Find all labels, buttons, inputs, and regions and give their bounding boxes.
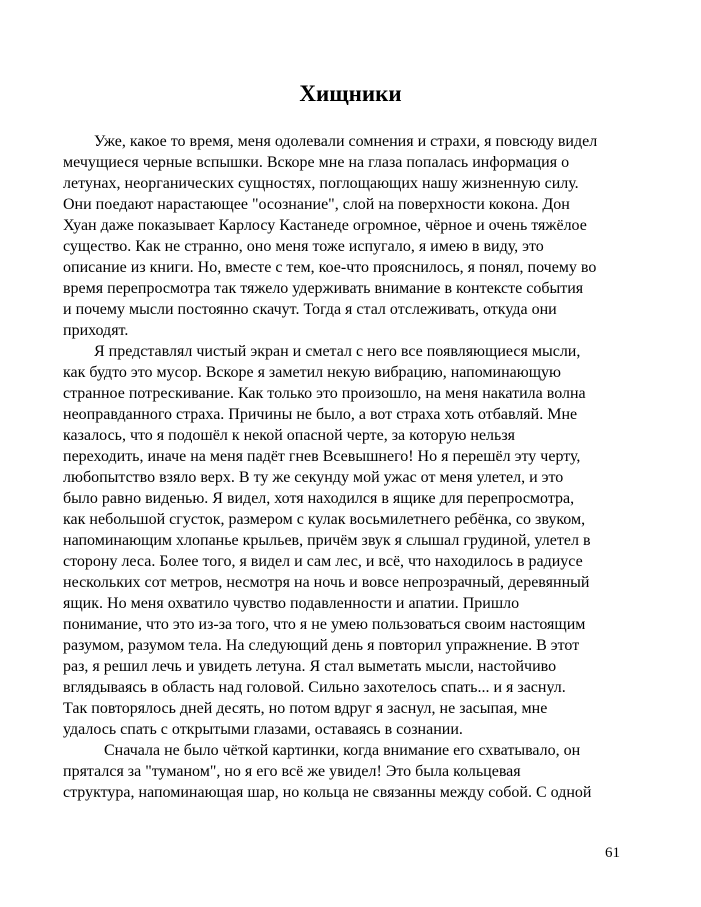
paragraph — [63, 740, 638, 803]
text-line: переходить, иначе на меня падёт гнев Всевышнего! Но я перешёл эту черту, — [63, 448, 581, 465]
text-line: как небольшой сгусток, размером с кулак восьмилетнего ребёнка, со звуком, — [63, 511, 586, 528]
text-line: странное потрескивание. Как только это произошло, на меня накатила волна — [63, 385, 586, 402]
text-line: было равно виденью. Я видел, хотя находился в ящике для перепросмотра, — [63, 490, 575, 507]
text-line: время перепросмотра так тяжело удерживать внимание в контексте события — [63, 280, 584, 297]
text-line: удалось спать с открытыми глазами, оставаясь в сознании. — [63, 721, 463, 738]
text-line: напоминающим хлопанье крыльев, причём звук я слышал грудиной, улетел в — [63, 532, 591, 549]
text-line: как будто это мусор. Вскоре я заметил некую вибрацию, напоминающую — [63, 364, 561, 381]
page-title: Хищники — [299, 81, 402, 106]
text-line: Так повторялось дней десять, но потом вдруг я заснул, не засыпая, мне — [63, 700, 548, 717]
paragraph — [63, 131, 638, 341]
text-line: разумом, разумом тела. На следующий день я повторил упражнение. В этот — [63, 637, 580, 654]
text-line: описание из книги. Но, вместе с тем, кое-что прояснилось, я понял, почему во — [63, 259, 597, 276]
text-line: ящик. Но меня охватило чувство подавленности и апатии. Пришло — [63, 595, 520, 612]
text-line: мечущиеся черные вспышки. Вскоре мне на глаза попалась информация о — [63, 154, 570, 171]
text-line: структура, напоминающая шар, но кольца не связанны между собой. С одной — [63, 784, 592, 801]
text-line: Они поедают нарастающее "осознание", слой на поверхности кокона. Дон — [63, 196, 570, 213]
text-line: понимание, что это из-за того, что я не умею пользоваться своим настоящим — [63, 616, 586, 633]
text-line: Хуан даже показывает Карлосу Кастанеде огромное, чёрное и очень тяжёлое — [63, 217, 587, 234]
text-line: Сначала не было чёткой картинки, когда внимание его схватывало, он — [104, 742, 581, 759]
text-line: сторону леса. Более того, я видел и сам лес, и всё, что находилось в радиусе — [63, 553, 583, 570]
text-line: и почему мысли постоянно скачут. Тогда я стал отслеживать, откуда они — [63, 301, 557, 318]
text-line: летунах, неорганических сущностях, поглощающих нашу жизненную силу. — [63, 175, 579, 192]
text-line: раз, я решил лечь и увидеть летуна. Я стал выметать мысли, настойчиво — [63, 658, 557, 675]
text-line: приходят. — [63, 322, 129, 339]
text-line: казалось, что я подошёл к некой опасной черте, за которую нельзя — [63, 427, 516, 444]
document-body — [63, 131, 638, 803]
text-line: существо. Как не странно, оно меня тоже испугало, я имею в виду, это — [63, 238, 544, 255]
text-line: любопытство взяло верх. В ту же секунду мой ужас от меня улетел, и это — [63, 469, 564, 486]
text-line: нескольких сот метров, несмотря на ночь и вовсе непрозрачный, деревянный — [63, 574, 590, 591]
text-line: Я представлял чистый экран и сметал с него все появляющиеся мысли, — [94, 343, 581, 360]
text-line: прятался за "туманом", но я его всё же увидел! Это была кольцевая — [63, 763, 521, 780]
text-line: Уже, какое то время, меня одолевали сомнения и страхи, я повсюду видел — [94, 133, 598, 150]
page-number: 61 — [605, 845, 620, 861]
text-line: вглядываясь в область над головой. Сильно захотелось спать... и я заснул. — [63, 679, 566, 696]
paragraph — [63, 341, 638, 740]
text-line: неоправданного страха. Причины не было, а вот страха хоть отбавляй. Мне — [63, 406, 578, 423]
